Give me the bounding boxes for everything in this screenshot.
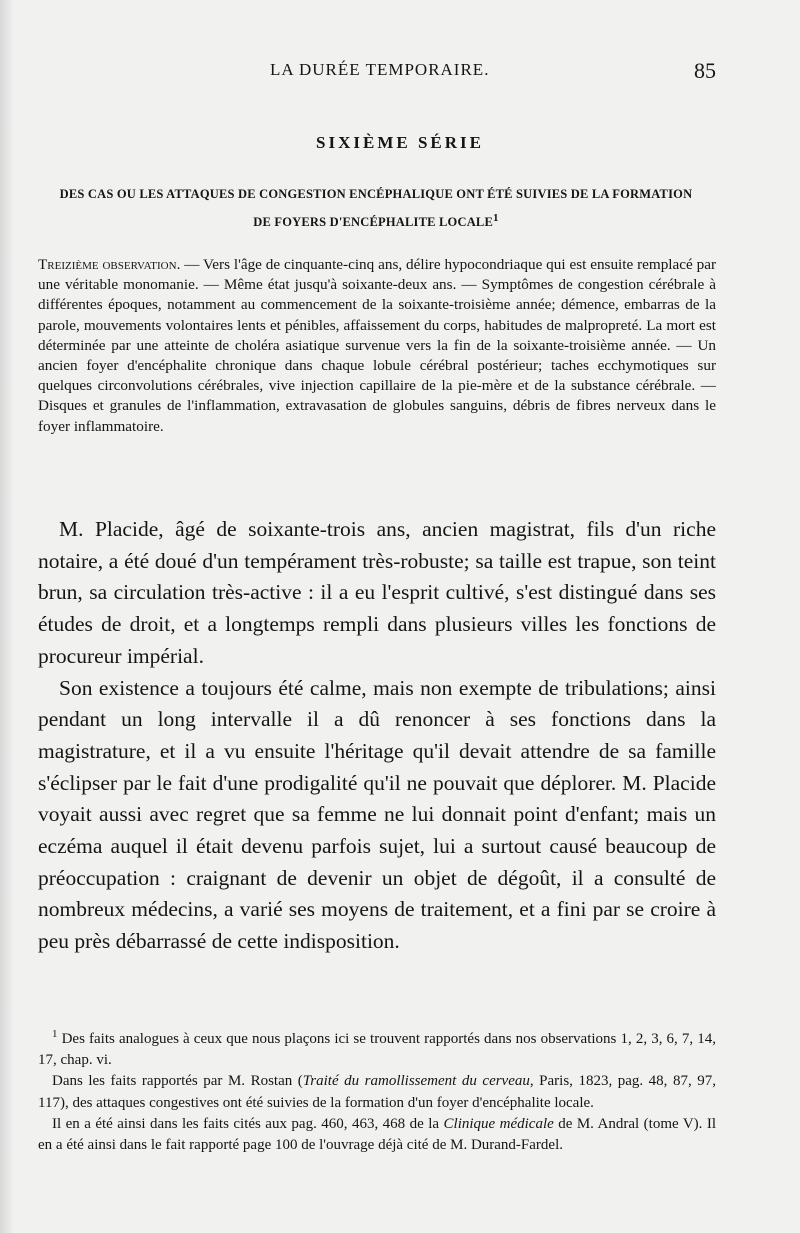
footnote-3-before: Il en a été ainsi dans les faits cités aux pag. 460, 463, 468 de la (52, 1115, 444, 1132)
series-subtitle-line2 (36, 208, 716, 236)
footnote-1 (38, 1029, 716, 1071)
paragraph-2: Son existence a toujours été calme, mais non exempte de tribulations; ainsi pendant un long intervalle il a dû renoncer à ses fonctions dans la magistrature, et il a vu ensuite l'héritage qu'il devait attendre de sa famille s'éclipser par le fait d'une prodigalité qu'il ne pouvait que déplorer. M. Placide voyait aussi avec regret que sa femme ne lui donnait point d'enfant; mais un eczéma auquel il était devenu parfois sujet, lui a surtout causé beaucoup de préoccupation : craignant de devenir un objet de dégoût, il a consulté de nombreux médecins, a varié ses moyens de traitement, et a fini par se croire à peu près débarrassé de cette indisposition. (38, 675, 716, 954)
footnotes (38, 1029, 716, 1156)
series-subtitle (36, 180, 716, 236)
observation-text: — Vers l'âge de cinquante-cinq ans, délire hypocondriaque qui est ensuite remplacé par une véritable monomanie. — Même état jusqu'à soixante-deux ans. — Symptômes de congestion cérébrale à différentes époques, notamment au commencement de la soixante-troisième année; démence, embarras de la parole, mouvements volontaires lents et pénibles, affaissement du corps, habitudes de malpropreté. La mort est déterminée par une atteinte de choléra asiatique survenue vers la fin de la soixante-troisième année. — Un ancien foyer d'encéphalite chronique dans chaque lobule cérébral postérieur; taches ecchymotiques sur quelques circonvolutions cérébrales, vive injection capillaire de la pie-mère et de la substance cérébrale. — Disques et granules de l'inflammation, extravasation de globules sanguins, débris de fibres nerveux dans le foyer inflammatoire. (38, 256, 717, 435)
footnote-3-title: Clinique médicale (443, 1115, 554, 1132)
running-title: LA DURÉE TEMPORAIRE. (270, 60, 490, 79)
observation-label: Treizième observation. (38, 256, 181, 273)
footnote-3 (38, 1114, 716, 1156)
footnote-1-text: Des faits analogues à ceux que nous plaçons ici se trouvent rapportés dans nos observations 1, 2, 3, 6, 7, 14, 17, chap. vi. (38, 1031, 716, 1069)
footnote-1-mark: 1 (52, 1028, 58, 1040)
series-subtitle-line2-text: DE FOYERS D'ENCÉPHALITE LOCALE (253, 215, 494, 229)
observation-summary (38, 255, 716, 437)
body-text (38, 514, 716, 958)
series-title: SIXIÈME SÉRIE (316, 133, 484, 152)
running-header (30, 58, 716, 88)
footnote-2-title: Traité du ramollissement du cerveau (302, 1073, 530, 1090)
footnote-2-before: Dans les faits rapportés par M. Rostan ( (52, 1073, 303, 1090)
series-subtitle-line1: DES CAS OU LES ATTAQUES DE CONGESTION ENCÉPHALIQUE ONT ÉTÉ SUIVIES DE LA FORMATION (59, 187, 693, 201)
page-edge-shadow (0, 0, 14, 1233)
footnote-3-after: de M. Andral (tome V). Il en a été ainsi dans le fait rapporté page 100 de l'ouvrage déjà cité de M. Durand-Fardel. (38, 1115, 717, 1154)
footnote-reference: 1 (493, 211, 499, 224)
footnote-2-after: , Paris, 1823, pag. 48, 87, 97, 117), des attaques congestives ont été suivies de la formation d'un foyer d'encéphalite locale. (38, 1073, 716, 1111)
footnote-2 (38, 1071, 716, 1113)
paragraph-1: M. Placide, âgé de soixante-trois ans, ancien magistrat, fils d'un riche notaire, a été doué d'un tempérament très-robuste; sa taille est trapue, son teint brun, sa circulation très-active : il a eu l'esprit cultivé, s'est distingué dans ses études de droit, et a longtemps rempli dans plusieurs villes les fonctions de procureur impérial. (38, 517, 716, 668)
page-number: 85 (694, 58, 716, 83)
